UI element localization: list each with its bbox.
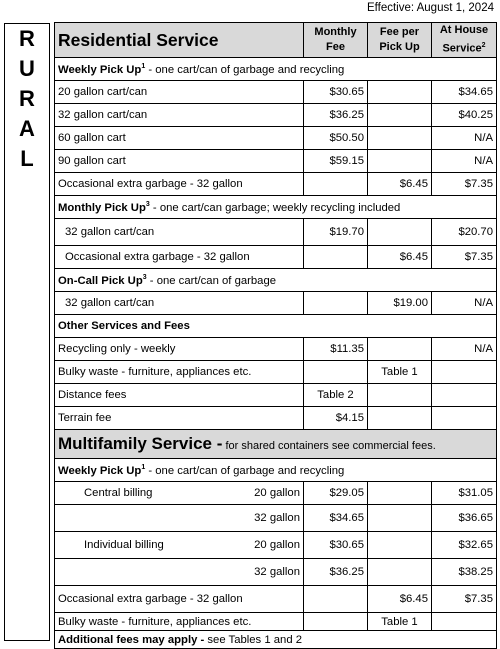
per-pickup-cell bbox=[368, 219, 432, 246]
at-house-cell: $32.65 bbox=[432, 532, 497, 559]
size-label: 32 gallon bbox=[254, 566, 300, 578]
multifamily-title: Multifamily Service - bbox=[58, 434, 223, 453]
size-label: 20 gallon bbox=[254, 487, 300, 499]
table-row bbox=[55, 532, 497, 559]
rate-table bbox=[54, 22, 497, 649]
per-pickup-cell bbox=[368, 407, 432, 430]
table-row bbox=[55, 586, 497, 613]
table-row bbox=[55, 505, 497, 532]
row-label bbox=[55, 532, 304, 559]
per-pickup-cell bbox=[368, 482, 432, 505]
table-row bbox=[55, 81, 497, 104]
monthly-fee-cell: $30.65 bbox=[304, 532, 368, 559]
weekly-section-title bbox=[55, 58, 497, 81]
row-label: Distance fees bbox=[55, 384, 304, 407]
per-pickup-cell: Table 1 bbox=[368, 361, 432, 384]
monthly-fee-cell bbox=[304, 173, 368, 196]
row-label: Terrain fee bbox=[55, 407, 304, 430]
at-house-cell: N/A bbox=[432, 127, 497, 150]
at-house-label: At House Service bbox=[439, 24, 489, 55]
monthly-section-title bbox=[55, 196, 497, 219]
row-label: Recycling only - weekly bbox=[55, 338, 304, 361]
mf-weekly-section-title bbox=[55, 459, 497, 482]
monthly-fee-cell bbox=[304, 246, 368, 269]
monthly-fee-cell: $30.65 bbox=[304, 81, 368, 104]
monthly-fee-cell bbox=[304, 292, 368, 315]
at-house-cell bbox=[432, 384, 497, 407]
row-label: Bulky waste - furniture, appliances etc. bbox=[55, 361, 304, 384]
table-row bbox=[55, 407, 497, 430]
at-house-cell: N/A bbox=[432, 338, 497, 361]
other-section-title: Other Services and Fees bbox=[55, 315, 497, 338]
at-house-cell: N/A bbox=[432, 292, 497, 315]
monthly-fee-cell: $11.35 bbox=[304, 338, 368, 361]
size-label: 20 gallon bbox=[254, 539, 300, 551]
at-house-cell: $7.35 bbox=[432, 246, 497, 269]
at-house-cell: $7.35 bbox=[432, 173, 497, 196]
per-pickup-cell bbox=[368, 150, 432, 173]
monthly-fee-cell bbox=[304, 613, 368, 631]
side-letter: R bbox=[19, 86, 35, 111]
row-label: 20 gallon cart/can bbox=[55, 81, 304, 104]
monthly-fee-cell bbox=[304, 586, 368, 613]
oncall-section-title bbox=[55, 269, 497, 292]
central-billing-label: Central billing bbox=[84, 487, 153, 499]
table-row bbox=[55, 127, 497, 150]
section-row bbox=[55, 58, 497, 81]
row-label bbox=[55, 559, 304, 586]
at-house-cell: N/A bbox=[432, 150, 497, 173]
multifamily-header-row bbox=[55, 430, 497, 459]
monthly-fee-cell: $50.50 bbox=[304, 127, 368, 150]
table-row bbox=[55, 292, 497, 315]
at-house-cell: $34.65 bbox=[432, 81, 497, 104]
per-pickup-cell: $6.45 bbox=[368, 586, 432, 613]
monthly-fee-cell: $29.05 bbox=[304, 482, 368, 505]
table-row bbox=[55, 384, 497, 407]
side-letter: A bbox=[19, 116, 35, 141]
monthly-fee-cell: $4.15 bbox=[304, 407, 368, 430]
oncall-note: - one cart/can of garbage bbox=[146, 274, 277, 287]
at-house-cell bbox=[432, 613, 497, 631]
at-house-cell: $7.35 bbox=[432, 586, 497, 613]
at-house-cell: $40.25 bbox=[432, 104, 497, 127]
multifamily-note: for shared containers see commercial fees. bbox=[222, 440, 436, 452]
per-pickup-cell: Table 1 bbox=[368, 613, 432, 631]
per-pickup-cell: $6.45 bbox=[368, 246, 432, 269]
row-label: Bulky waste - furniture, appliances etc. bbox=[55, 613, 304, 631]
oncall-title: On-Call Pick Up bbox=[58, 274, 143, 287]
weekly-title: Weekly Pick Up bbox=[58, 63, 142, 76]
at-house-cell: $31.05 bbox=[432, 482, 497, 505]
per-pickup-cell bbox=[368, 532, 432, 559]
monthly-fee-cell: $36.25 bbox=[304, 559, 368, 586]
monthly-note: - one cart/can garbage; weekly recycling included bbox=[149, 201, 401, 214]
individual-billing-label: Individual billing bbox=[84, 539, 164, 551]
row-label: 90 gallon cart bbox=[55, 150, 304, 173]
per-pickup-cell bbox=[368, 559, 432, 586]
additional-fees-bold: Additional fees may apply - bbox=[58, 633, 205, 646]
table-row bbox=[55, 559, 497, 586]
weekly-note: - one cart/can of garbage and recycling bbox=[145, 63, 345, 76]
table-row bbox=[55, 150, 497, 173]
row-label: 32 gallon cart/can bbox=[55, 104, 304, 127]
table-row bbox=[55, 104, 497, 127]
monthly-fee-cell: $34.65 bbox=[304, 505, 368, 532]
additional-fees-text: see Tables 1 and 2 bbox=[204, 633, 303, 646]
at-house-header bbox=[432, 23, 497, 58]
side-letter: U bbox=[19, 56, 35, 81]
row-label: Occasional extra garbage - 32 gallon bbox=[55, 246, 304, 269]
row-label: Occasional extra garbage - 32 gallon bbox=[55, 173, 304, 196]
monthly-fee-cell bbox=[304, 361, 368, 384]
monthly-fee-cell: $19.70 bbox=[304, 219, 368, 246]
header-row bbox=[55, 23, 497, 58]
mf-weekly-title: Weekly Pick Up bbox=[58, 464, 142, 477]
at-house-cell bbox=[432, 407, 497, 430]
at-house-cell: $38.25 bbox=[432, 559, 497, 586]
table-row bbox=[55, 246, 497, 269]
row-label bbox=[55, 482, 304, 505]
section-row bbox=[55, 315, 497, 338]
residential-title: Residential Service bbox=[55, 23, 304, 58]
monthly-fee-cell: Table 2 bbox=[304, 384, 368, 407]
per-pickup-cell bbox=[368, 104, 432, 127]
table-row bbox=[55, 482, 497, 505]
weekly-sup: 1 bbox=[141, 62, 146, 70]
oncall-sup: 3 bbox=[142, 273, 147, 281]
per-pickup-cell: $6.45 bbox=[368, 173, 432, 196]
table-row bbox=[55, 219, 497, 246]
per-pickup-cell: $19.00 bbox=[368, 292, 432, 315]
monthly-fee-cell: $36.25 bbox=[304, 104, 368, 127]
table-row bbox=[55, 361, 497, 384]
row-label: 32 gallon cart/can bbox=[55, 292, 304, 315]
section-row bbox=[55, 459, 497, 482]
at-house-cell: $36.65 bbox=[432, 505, 497, 532]
mf-weekly-sup: 1 bbox=[141, 463, 146, 471]
per-pickup-cell bbox=[368, 384, 432, 407]
row-label: 60 gallon cart bbox=[55, 127, 304, 150]
side-letter: L bbox=[20, 146, 34, 171]
table-row bbox=[55, 613, 497, 631]
per-pickup-cell bbox=[368, 505, 432, 532]
row-label: 32 gallon cart/can bbox=[55, 219, 304, 246]
monthly-title: Monthly Pick Up bbox=[58, 201, 146, 214]
section-row bbox=[55, 269, 497, 292]
side-letter: R bbox=[19, 26, 35, 51]
at-house-sup: 2 bbox=[481, 42, 486, 50]
row-label: Occasional extra garbage - 32 gallon bbox=[55, 586, 304, 613]
monthly-sup: 3 bbox=[145, 200, 150, 208]
at-house-cell bbox=[432, 361, 497, 384]
size-label: 32 gallon bbox=[254, 512, 300, 524]
monthly-fee-cell: $59.15 bbox=[304, 150, 368, 173]
monthly-fee-header: Monthly Fee bbox=[304, 23, 368, 58]
table-row bbox=[55, 338, 497, 361]
row-label bbox=[55, 505, 304, 532]
table-row bbox=[55, 173, 497, 196]
per-pickup-cell bbox=[368, 81, 432, 104]
at-house-cell: $20.70 bbox=[432, 219, 497, 246]
fee-per-pickup-header: Fee per Pick Up bbox=[368, 23, 432, 58]
effective-date: Effective: August 1, 2024 bbox=[366, 2, 494, 14]
rural-side-label bbox=[4, 23, 50, 641]
mf-weekly-note: - one cart/can of garbage and recycling bbox=[145, 464, 345, 477]
multifamily-section-title bbox=[55, 430, 497, 459]
section-row bbox=[55, 196, 497, 219]
per-pickup-cell bbox=[368, 127, 432, 150]
per-pickup-cell bbox=[368, 338, 432, 361]
